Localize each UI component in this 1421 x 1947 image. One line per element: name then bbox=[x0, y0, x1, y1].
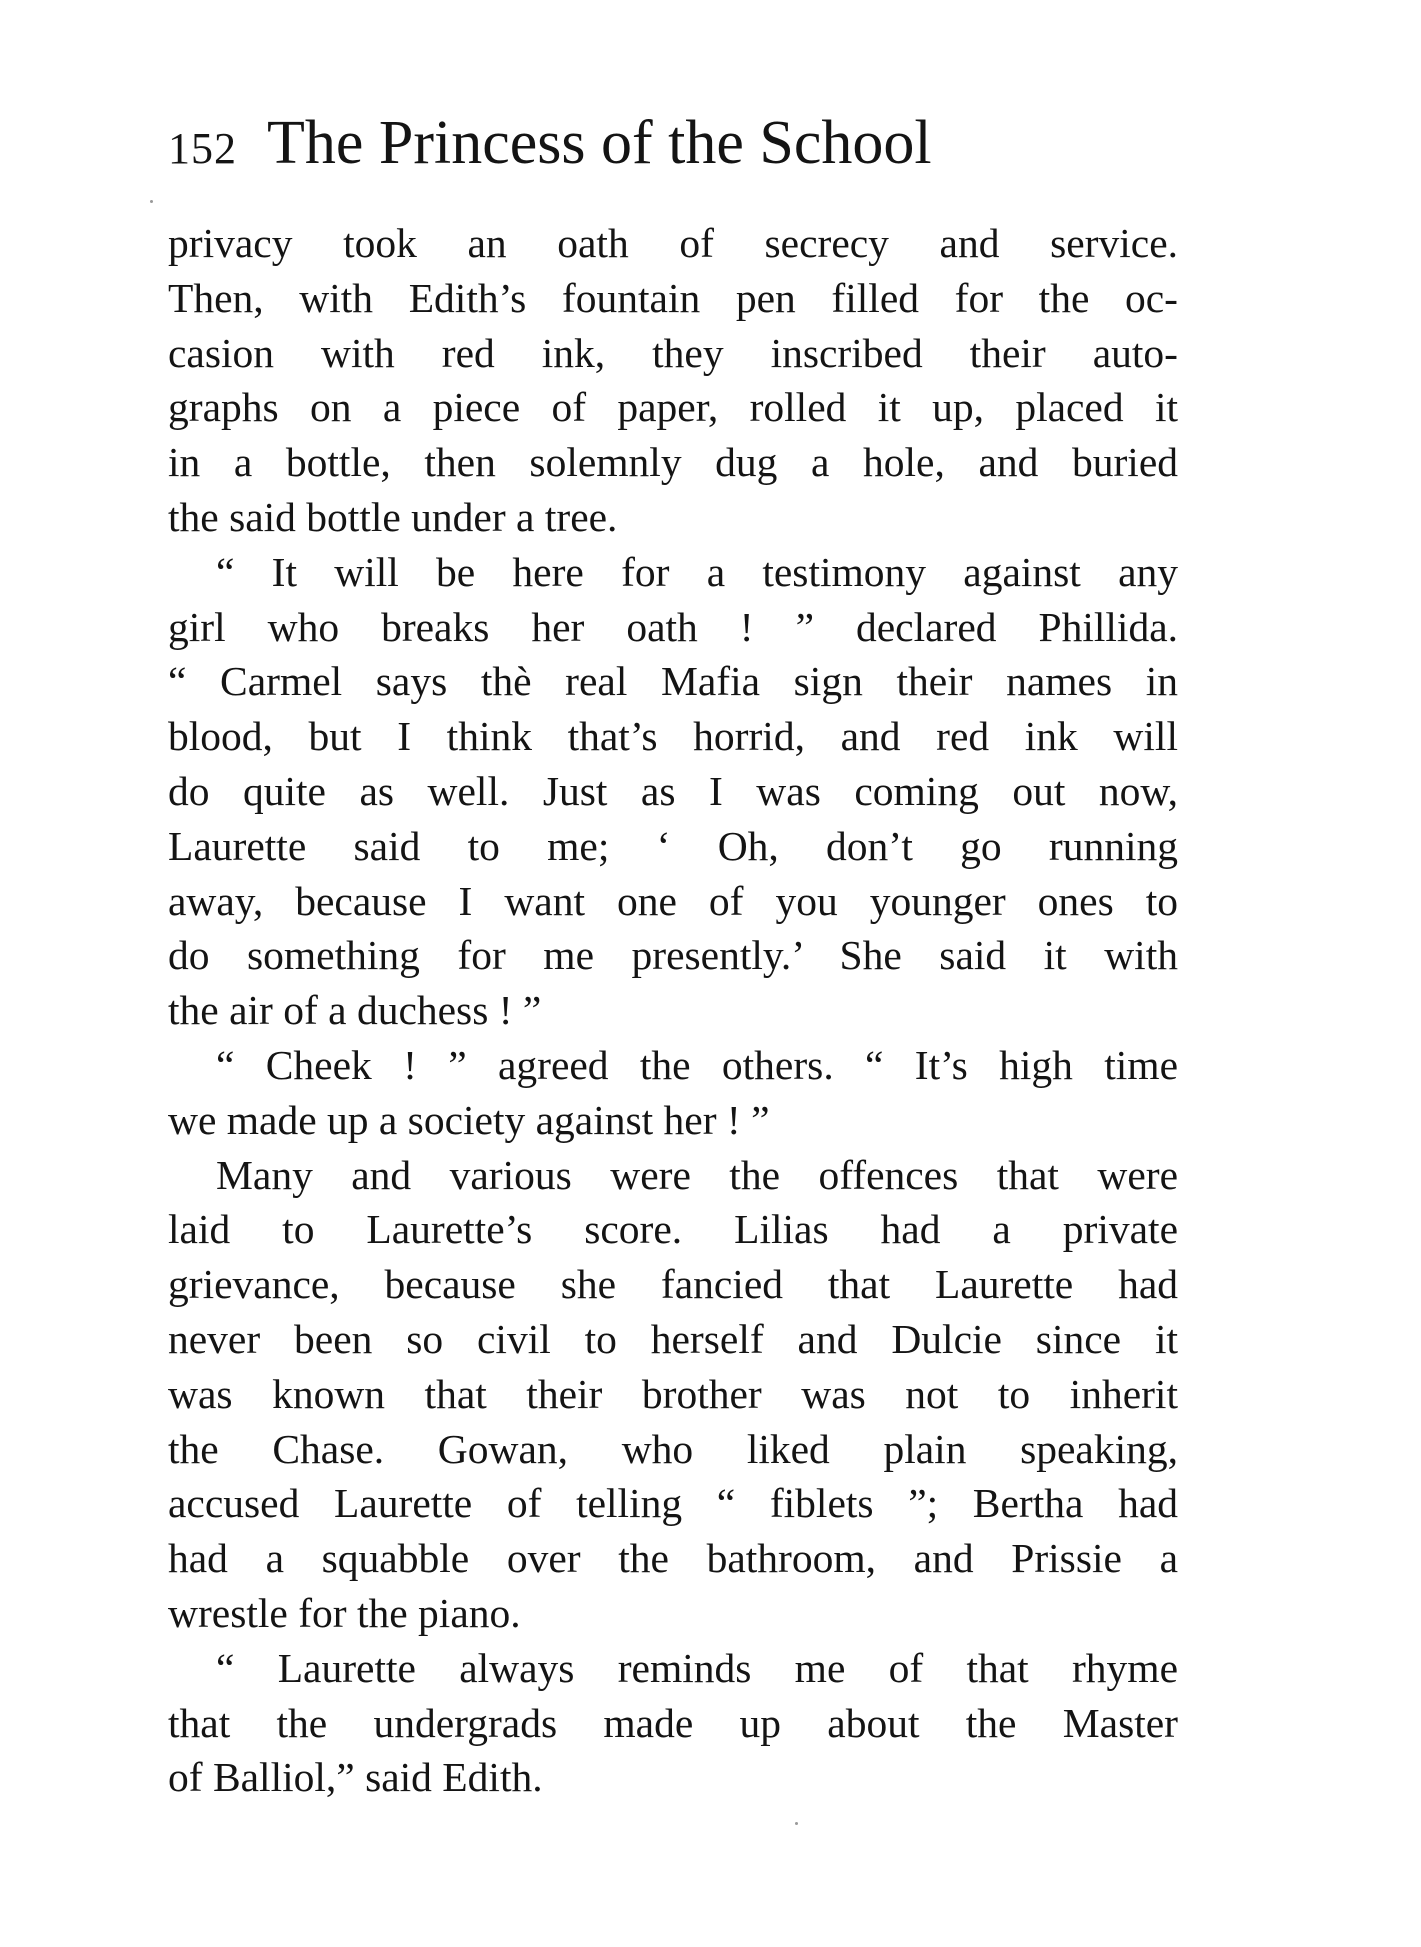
text-line: was known that their brother was not to inherit bbox=[168, 1370, 1178, 1417]
text-line: blood, but I think that’s horrid, and red ink will bbox=[168, 713, 1178, 760]
text-line: “ Laurette always reminds me of that rhyme bbox=[216, 1644, 1178, 1691]
text-line: “ Carmel says thè real Mafia sign their names in bbox=[168, 658, 1178, 705]
text-line: “ It will be here for a testimony against any bbox=[216, 548, 1178, 595]
text-line: the said bottle under a tree. bbox=[168, 493, 618, 540]
text-line: Laurette said to me; ‘ Oh, don’t go running bbox=[168, 822, 1178, 869]
body-text bbox=[168, 216, 1178, 1805]
text-line: never been so civil to herself and Dulcie since it bbox=[168, 1315, 1178, 1362]
scan-speck bbox=[150, 200, 153, 203]
text-line: casion with red ink, they inscribed their auto- bbox=[168, 329, 1178, 376]
scan-speck bbox=[795, 1822, 798, 1825]
text-line: privacy took an oath of secrecy and service. bbox=[168, 220, 1178, 266]
text-line: “ Cheek ! ” agreed the others. “ It’s high time bbox=[216, 1041, 1178, 1088]
text-line: laid to Laurette’s score. Lilias had a private bbox=[168, 1206, 1178, 1253]
text-line: accused Laurette of telling “ fiblets ”; Bertha had bbox=[168, 1480, 1178, 1527]
page-number: 152 bbox=[168, 124, 237, 173]
text-line: had a squabble over the bathroom, and Prissie a bbox=[168, 1535, 1178, 1582]
text-line: girl who breaks her oath ! ” declared Phillida. bbox=[168, 603, 1178, 650]
text-line: in a bottle, then solemnly dug a hole, and buried bbox=[168, 439, 1178, 486]
text-line: the Chase. Gowan, who liked plain speaking, bbox=[168, 1425, 1178, 1472]
text-line: do something for me presently.’ She said it with bbox=[168, 932, 1178, 979]
text-line: graphs on a piece of paper, rolled it up, placed it bbox=[168, 384, 1178, 431]
text-line: away, because I want one of you younger ones to bbox=[168, 877, 1178, 924]
text-line: grievance, because she fancied that Laurette had bbox=[168, 1261, 1178, 1308]
running-header bbox=[168, 108, 932, 179]
text-line: that the undergrads made up about the Master bbox=[168, 1699, 1178, 1746]
text-line: the air of a duchess ! ” bbox=[168, 987, 542, 1034]
running-title: The Princess of the School bbox=[267, 109, 932, 177]
text-line: of Balliol,” said Edith. bbox=[168, 1754, 543, 1801]
text-line: Many and various were the offences that were bbox=[216, 1151, 1178, 1198]
text-line: Then, with Edith’s fountain pen filled for the oc- bbox=[168, 274, 1178, 321]
text-line: we made up a society against her ! ” bbox=[168, 1096, 770, 1143]
text-line: do quite as well. Just as I was coming out now, bbox=[168, 767, 1178, 814]
text-line: wrestle for the piano. bbox=[168, 1589, 521, 1636]
